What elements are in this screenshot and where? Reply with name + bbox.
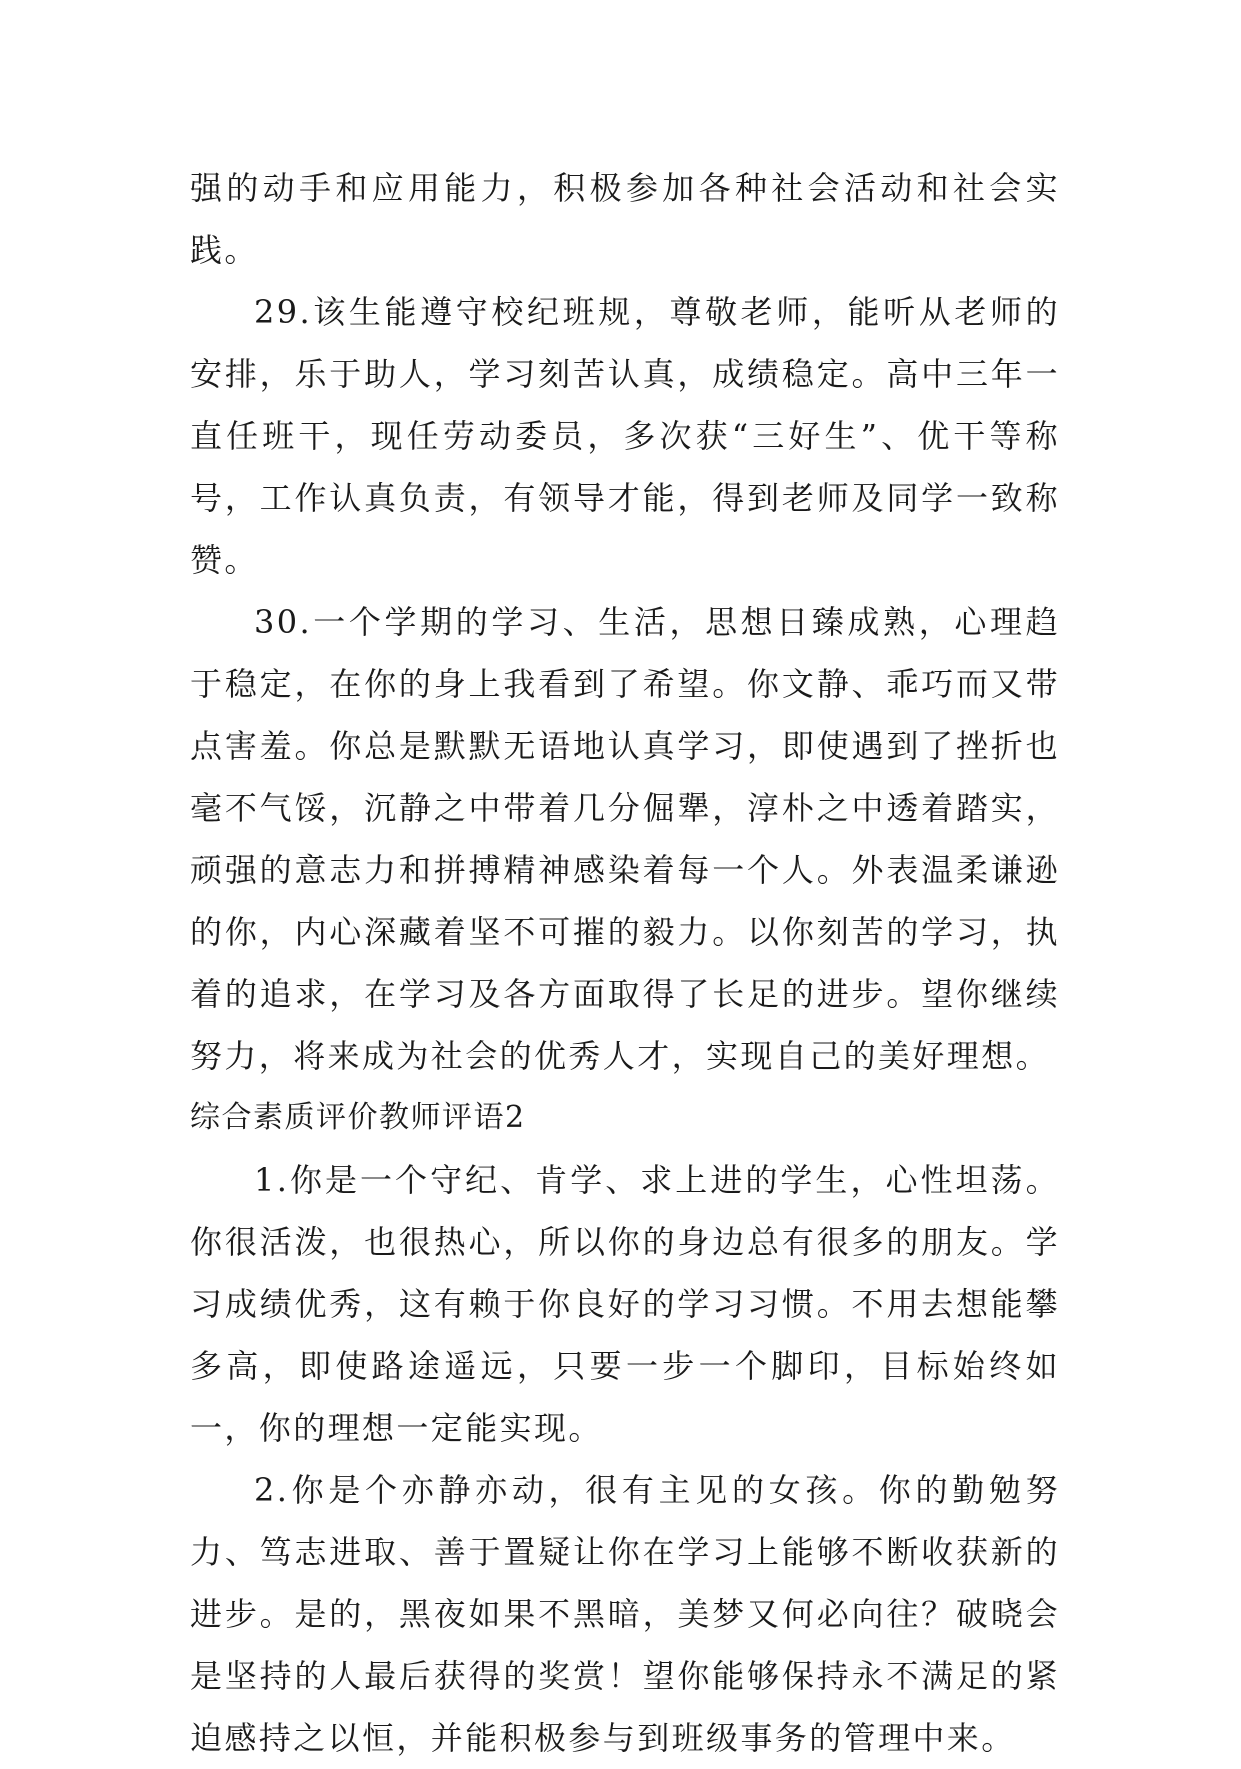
paragraph-continuation: 强的动手和应用能力，积极参加各种社会活动和社会实践。 <box>190 169 1060 269</box>
paragraph-comment-29: 29.该生能遵守校纪班规，尊敬老师，能听从老师的安排，乐于助人，学习刻苦认真，成绩稳定。高中三年一直任班干，现任劳动委员，多次获“三好生”、优干等称号，工作认真负责，有领导才能，得到老师及同学一致称赞。 <box>190 293 1060 579</box>
paragraph-comment-1: 1.你是一个守纪、肯学、求上进的学生，心性坦荡。你很活泼，也很热心，所以你的身边总有很多的朋友。学习成绩优秀，这有赖于你良好的学习习惯。不用去想能攀多高，即使路途遥远，只要一步一个脚印，目标始终如一，你的理想一定能实现。 <box>190 1161 1060 1447</box>
document-body <box>190 157 1060 1769</box>
paragraph-comment-30: 30.一个学期的学习、生活，思想日臻成熟，心理趋于稳定，在你的身上我看到了希望。你文静、乖巧而又带点害羞。你总是默默无语地认真学习，即使遇到了挫折也毫不气馁，沉静之中带着几分倔犟，淳朴之中透着踏实，顽强的意志力和拼搏精神感染着每一个人。外表温柔谦逊的你，内心深藏着坚不可摧的毅力。以你刻苦的学习，执着的追求，在学习及各方面取得了长足的进步。望你继续努力，将来成为社会的优秀人才，实现自己的美好理想。 <box>190 603 1060 1075</box>
section-heading: 综合素质评价教师评语2 <box>190 1100 526 1135</box>
paragraph-comment-2: 2.你是个亦静亦动，很有主见的女孩。你的勤勉努力、笃志进取、善于置疑让你在学习上能够不断收获新的进步。是的，黑夜如果不黑暗，美梦又何必向往？破晓会是坚持的人最后获得的奖赏！望你能够保持永不满足的紧迫感持之以恒，并能积极参与到班级事务的管理中来。 <box>190 1471 1060 1757</box>
